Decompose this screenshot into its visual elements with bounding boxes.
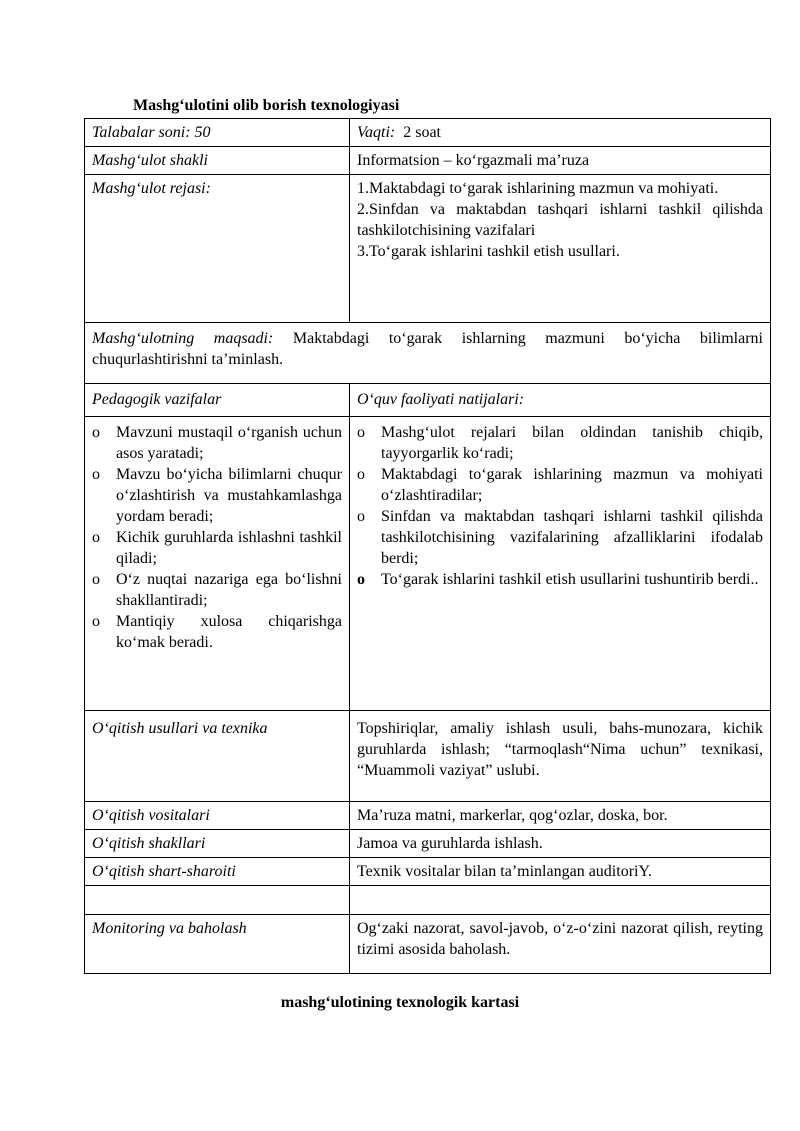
list-item: o Mashg‘ulot rejalari bilan oldindan tanishib chiqib, tayyorgarlik ko‘radi;: [357, 424, 763, 462]
bullet-icon: o: [357, 424, 365, 441]
table-row: [85, 119, 771, 147]
bullet-icon: o: [92, 466, 100, 483]
list-item: o O‘z nuqtai nazariga ega bo‘lishni shakllantiradi;: [92, 571, 342, 609]
form-value: Informatsion – ko‘rgazmali ma’ruza: [350, 147, 771, 175]
bullet-icon: o: [357, 571, 365, 588]
plan-item: 2.Sinfdan va maktabdan tashqari ishlarni tashkil qilishda tashkilotchisining vazifalari: [357, 201, 763, 239]
list-item: o Mantiqiy xulosa chiqarishga ko‘mak beradi.: [92, 613, 342, 651]
list-item: o Mavzuni mustaqil o‘rganish uchun asos yaratadi;: [92, 424, 342, 462]
table-row: [85, 858, 771, 886]
bullet-icon: o: [92, 571, 100, 588]
table-row: [85, 323, 771, 384]
ped-tasks-list: [85, 417, 350, 711]
monitoring-label: Monitoring va baholash: [85, 915, 350, 974]
forms-value: Jamoa va guruhlarda ishlash.: [350, 830, 771, 858]
methods-label: O‘qitish usullari va texnika: [85, 711, 350, 802]
table-row: [85, 802, 771, 830]
table-row: [85, 417, 771, 711]
plan-item: 1.Maktabdagi to‘garak ishlarining mazmun va mohiyati.: [357, 180, 719, 197]
table-row: [85, 886, 771, 915]
bullet-icon: o: [357, 466, 365, 483]
empty-cell: [350, 886, 771, 915]
table-row: [85, 830, 771, 858]
duration-cell: [350, 119, 771, 147]
monitoring-value: Og‘zaki nazorat, savol-javob, o‘z-o‘zini nazorat qilish, reyting tizimi asosida baholash.: [350, 915, 771, 974]
table-row: [85, 384, 771, 417]
table-row: [85, 915, 771, 974]
results-header: O‘quv faoliyati natijalari:: [350, 384, 771, 417]
section-title: mashg‘ulotining texnologik kartasi: [280, 994, 520, 1011]
tools-value: Ma’ruza matni, markerlar, qog‘ozlar, doska, bor.: [350, 802, 771, 830]
table-row: [85, 711, 771, 802]
bullet-icon: o: [92, 613, 100, 630]
list-item: o Maktabdagi to‘garak ishlarining mazmun va mohiyati o‘zlashtiradilar;: [357, 466, 763, 504]
tools-label: O‘qitish vositalari: [85, 802, 350, 830]
bullet-icon: o: [357, 508, 365, 525]
conditions-value: Texnik vositalar bilan ta’minlangan auditoriY.: [350, 858, 771, 886]
results-list: [350, 417, 771, 711]
forms-label: O‘qitish shakllari: [85, 830, 350, 858]
plan-value: [350, 175, 771, 323]
form-label: Mashg‘ulot shakli: [85, 147, 350, 175]
lesson-table: [84, 118, 771, 974]
goal-value: Maktabdagi to‘garak ishlarning mazmuni bo‘yicha bilimlarni chuqurlashtirishni ta’minlash.: [92, 330, 763, 368]
page-title: Mashg‘ulotini olib borish texnologiyasi: [133, 97, 400, 114]
methods-value: Topshiriqlar, amaliy ishlash usuli, bahs-munozara, kichik guruhlarda ishlash; “tarmoqlash“Nima uchun” texnikasi, “Muammoli vaziyat” uslubi.: [350, 711, 771, 802]
list-item: o Kichik guruhlarda ishlashni tashkil qiladi;: [92, 529, 342, 567]
table-row: [85, 175, 771, 323]
bullet-icon: o: [92, 424, 100, 441]
list-item: o To‘garak ishlarini tashkil etish usullarini tushuntirib berdi..: [357, 571, 759, 588]
list-item: o Sinfdan va maktabdan tashqari ishlarni tashkil qilishda tashkilotchisining vazifalarining afzalliklarini ifodalab berdi;: [357, 508, 763, 567]
ped-tasks-header: Pedagogik vazifalar: [85, 384, 350, 417]
plan-item: 3.To‘garak ishlarini tashkil etish usullari.: [357, 243, 620, 260]
time-value: 2 soat: [403, 124, 441, 141]
empty-cell: [85, 886, 350, 915]
time-label: Vaqti:: [357, 124, 396, 141]
list-item: o Mavzu bo‘yicha bilimlarni chuqur o‘zlashtirish va mustahkamlashga yordam beradi;: [92, 466, 342, 525]
plan-label: Mashg‘ulot rejasi:: [85, 175, 350, 323]
conditions-label: O‘qitish shart-sharoiti: [85, 858, 350, 886]
bullet-icon: o: [92, 529, 100, 546]
goal-cell: [85, 323, 771, 384]
goal-label: Mashg‘ulotning maqsadi:: [92, 330, 274, 347]
students-count: Talabalar soni: 50: [85, 119, 350, 147]
table-row: [85, 147, 771, 175]
